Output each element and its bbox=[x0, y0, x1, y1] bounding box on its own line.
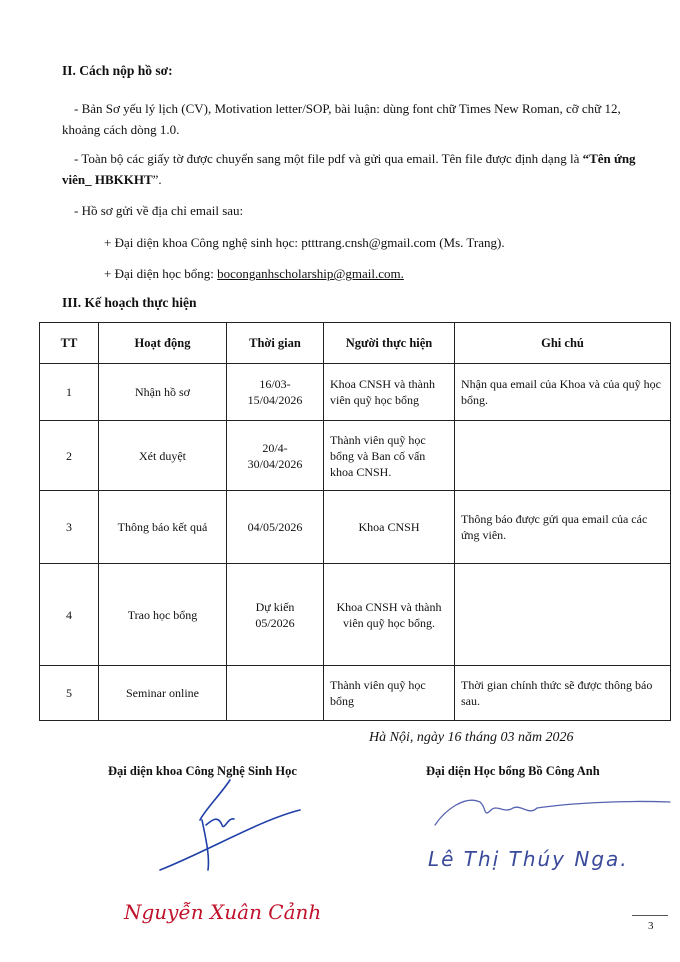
left-signature-scribble bbox=[150, 775, 310, 875]
cell-activity: Seminar online bbox=[99, 666, 227, 721]
cell-tt: 3 bbox=[40, 491, 99, 564]
table-row bbox=[40, 364, 671, 421]
cell-tt: 1 bbox=[40, 364, 99, 421]
file-name-format: “Tên ứng viên_ HBKKHT bbox=[62, 151, 636, 187]
scholarship-email-link[interactable]: boconganhscholarship@gmail.com. bbox=[217, 266, 404, 281]
right-signatory-title: Đại diện Học bổng Bồ Công Anh bbox=[426, 764, 600, 778]
cell-time: 16/03- 15/04/2026 bbox=[227, 364, 324, 421]
col-header-person: Người thực hiện bbox=[324, 323, 455, 364]
cell-person: Thành viên quỹ học bổng và Ban cố vấn khoa CNSH. bbox=[324, 421, 455, 491]
cell-activity: Xét duyệt bbox=[99, 421, 227, 491]
right-signatory-name: Lê Thị Thúy Nga. bbox=[428, 847, 629, 871]
cell-person: Khoa CNSH và thành viên quỹ học bổng bbox=[324, 364, 455, 421]
cell-activity: Nhận hồ sơ bbox=[99, 364, 227, 421]
cell-note bbox=[455, 564, 671, 666]
cell-note: Thông báo được gửi qua email của các ứng viên. bbox=[455, 491, 671, 564]
cell-time bbox=[227, 666, 324, 721]
page-number-rule bbox=[632, 915, 668, 916]
table-header-row bbox=[40, 323, 671, 364]
cell-note bbox=[455, 421, 671, 491]
email-intro: - Hồ sơ gửi về địa chỉ email sau: bbox=[74, 203, 244, 218]
file-format-text: - Toàn bộ các giấy tờ được chuyển sang một file pdf và gửi qua email. Tên file được định dạng là bbox=[74, 151, 583, 166]
page-number: 3 bbox=[648, 920, 654, 932]
cell-tt: 5 bbox=[40, 666, 99, 721]
left-signatory-name: Nguyễn Xuân Cảnh bbox=[124, 900, 322, 924]
cell-person: Thành viên quỹ học bổng bbox=[324, 666, 455, 721]
col-header-tt: TT bbox=[40, 323, 99, 364]
table-row bbox=[40, 564, 671, 666]
cell-person: Khoa CNSH bbox=[324, 491, 455, 564]
col-header-note: Ghi chú bbox=[455, 323, 671, 364]
contact-scholarship-label: + Đại diện học bổng: bbox=[104, 266, 218, 281]
cell-tt: 2 bbox=[40, 421, 99, 491]
cv-format-paragraph: - Bản Sơ yếu lý lịch (CV), Motivation letter/SOP, bài luận: dùng font chữ Times New Roman, cỡ chữ 12, khoảng cách dòng 1.0. bbox=[62, 101, 621, 137]
cell-tt: 4 bbox=[40, 564, 99, 666]
left-signatory-title: Đại diện khoa Công Nghệ Sinh Học bbox=[108, 764, 297, 778]
table-row bbox=[40, 491, 671, 564]
table-row bbox=[40, 666, 671, 721]
right-signature-scribble bbox=[425, 790, 675, 830]
date-line: Hà Nội, ngày 16 tháng 03 năm 2026 bbox=[369, 730, 574, 745]
cell-note: Nhận qua email của Khoa và của quỹ học bổng. bbox=[455, 364, 671, 421]
section-3-heading: III. Kế hoạch thực hiện bbox=[62, 295, 197, 310]
contact-faculty: + Đại diện khoa Công nghệ sinh học: ptttrang.cnsh@gmail.com (Ms. Trang). bbox=[104, 235, 505, 250]
cell-time: 04/05/2026 bbox=[227, 491, 324, 564]
section-2-heading: II. Cách nộp hồ sơ: bbox=[62, 63, 173, 78]
cell-time: 20/4- 30/04/2026 bbox=[227, 421, 324, 491]
cell-activity: Trao học bổng bbox=[99, 564, 227, 666]
cell-note: Thời gian chính thức sẽ được thông báo sau. bbox=[455, 666, 671, 721]
cell-person: Khoa CNSH và thành viên quỹ học bổng. bbox=[324, 564, 455, 666]
contact-scholarship bbox=[104, 263, 404, 284]
cell-activity: Thông báo kết quả bbox=[99, 491, 227, 564]
table-row bbox=[40, 421, 671, 491]
col-header-activity: Hoạt động bbox=[99, 323, 227, 364]
col-header-time: Thời gian bbox=[227, 323, 324, 364]
file-format-paragraph bbox=[62, 148, 642, 190]
cell-time: Dự kiến 05/2026 bbox=[227, 564, 324, 666]
plan-table bbox=[39, 322, 671, 721]
file-format-suffix: ”. bbox=[152, 172, 162, 187]
